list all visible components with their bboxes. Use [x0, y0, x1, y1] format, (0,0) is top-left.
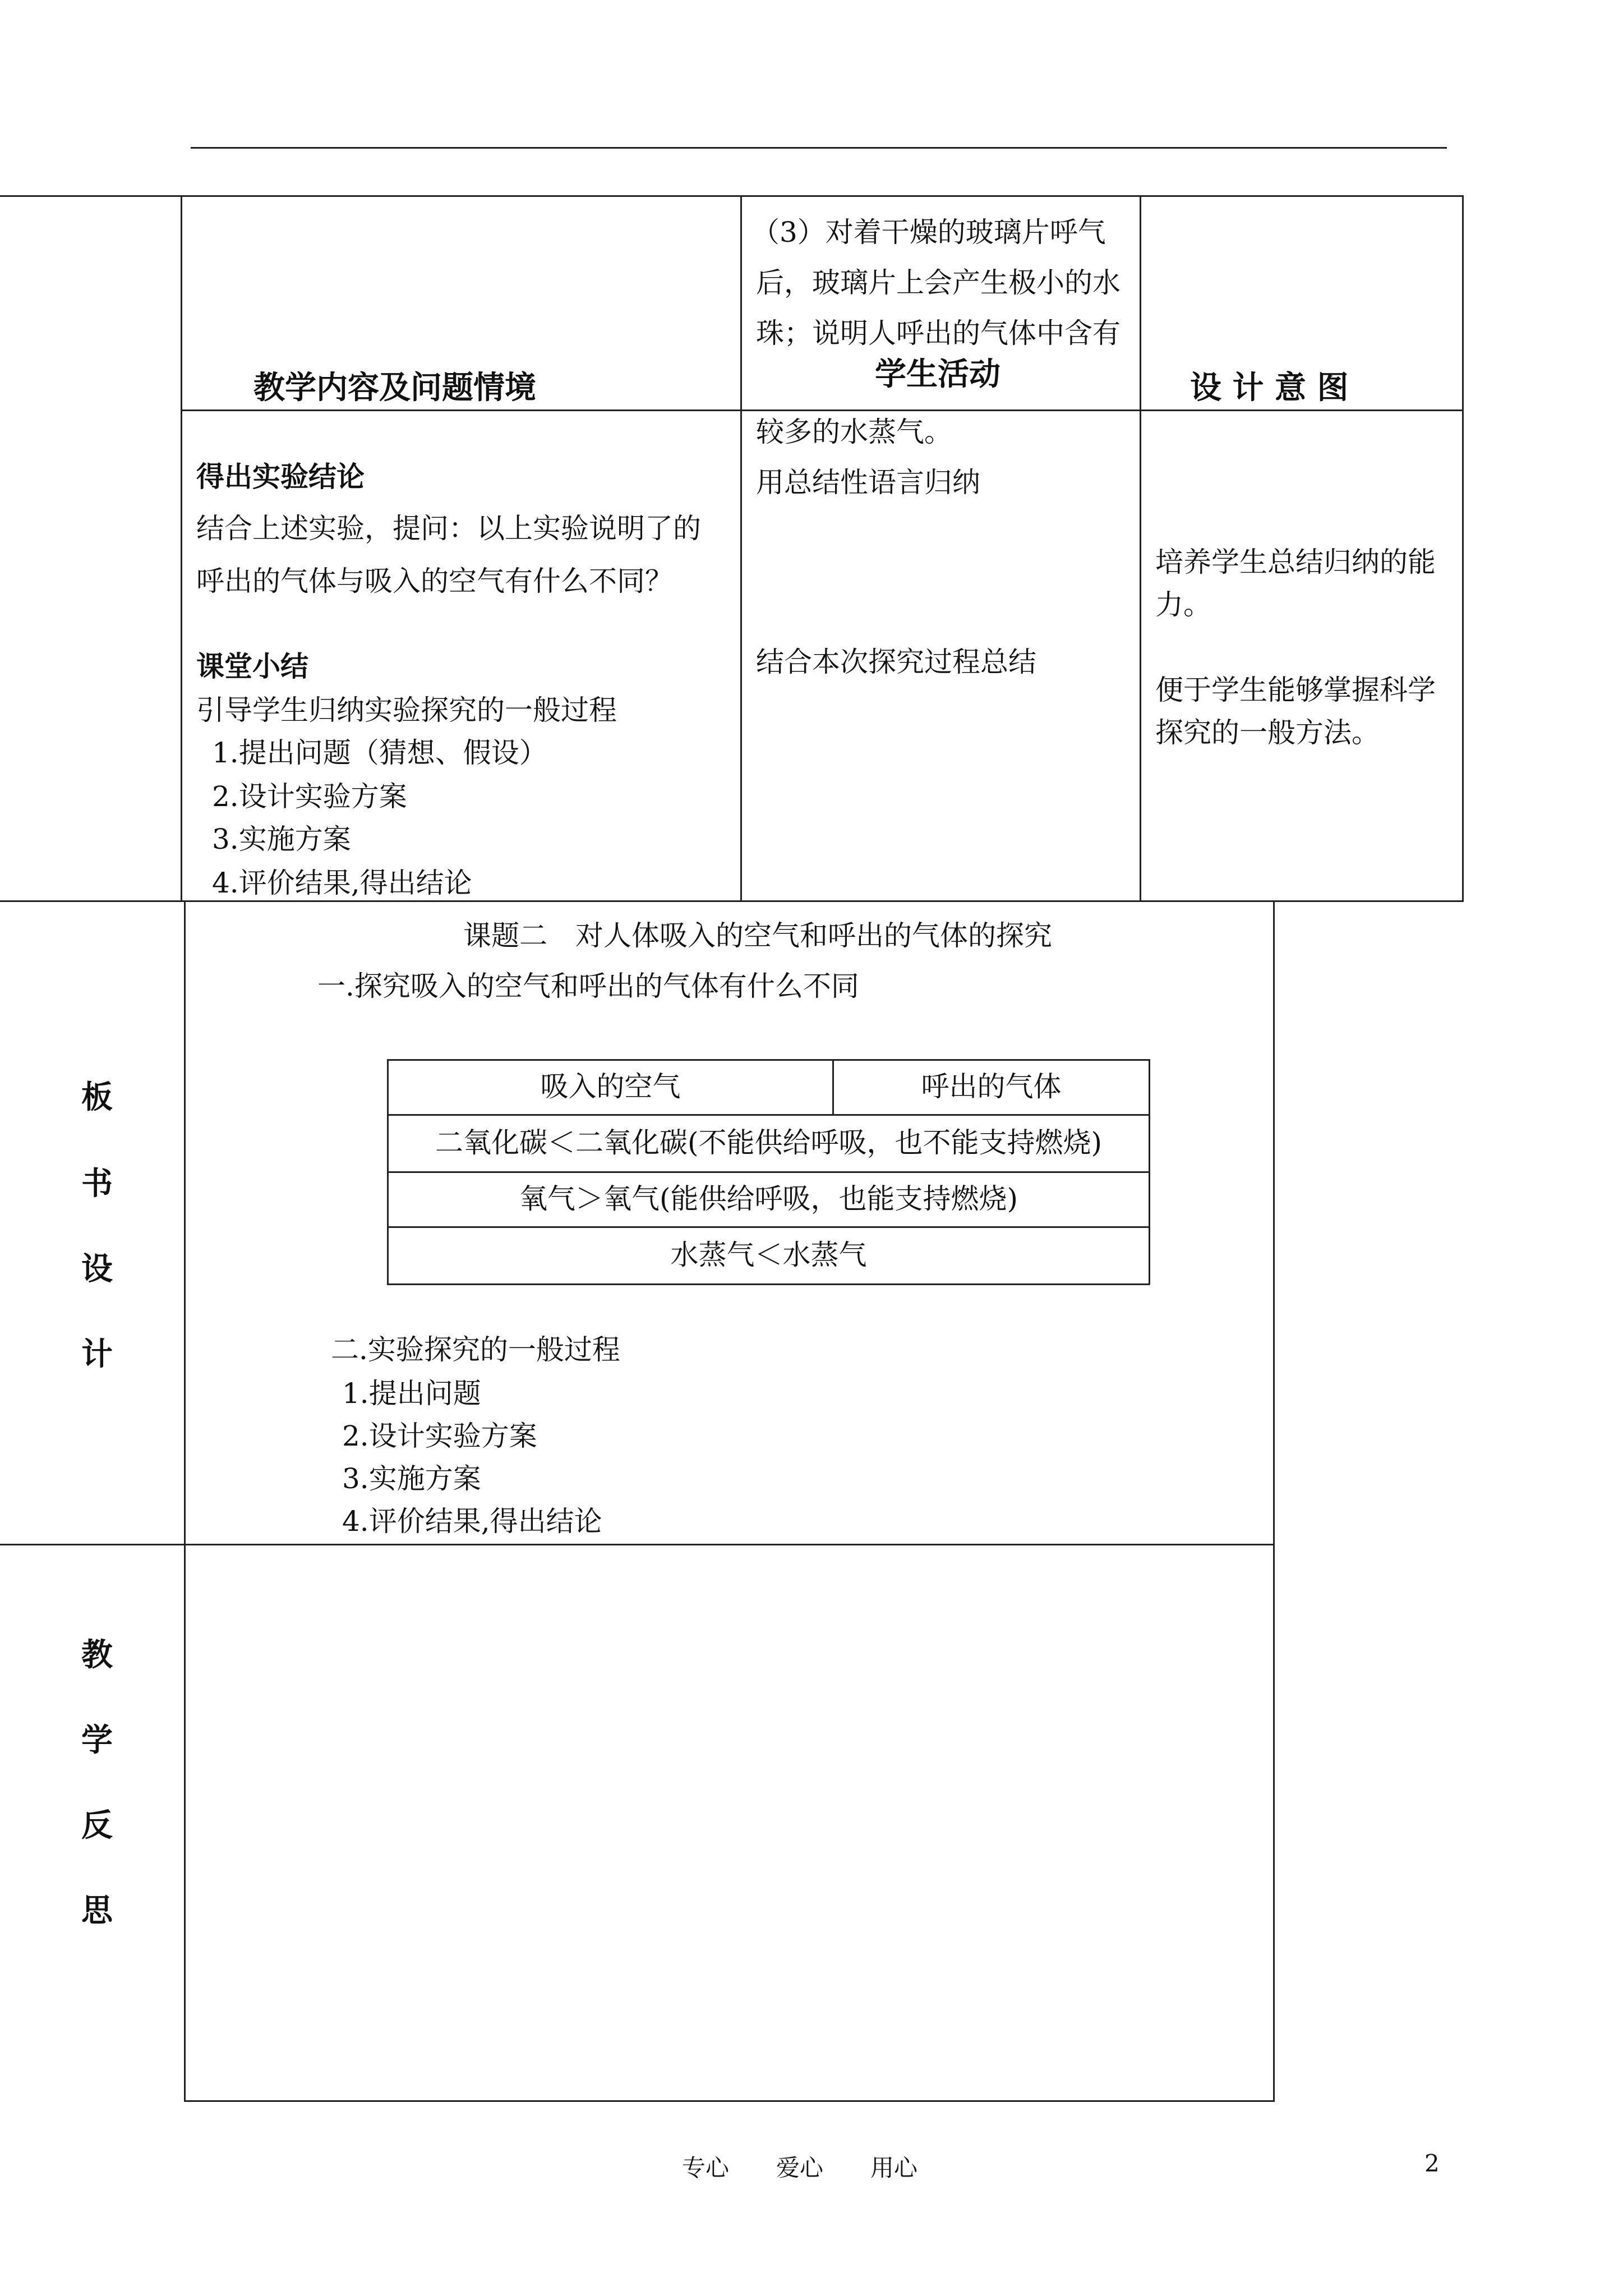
activity-note-line-3: 珠；说明人呼出的气体中含有: [756, 317, 1121, 349]
summary-step-3: 3.实施方案: [212, 823, 351, 855]
comparison-header-exhaled: 呼出的气体: [921, 1070, 1062, 1103]
summary-step-4: 4.评价结果,得出结论: [212, 867, 472, 899]
activity-note-line-1: （3）对着干燥的玻璃片呼气: [751, 216, 1106, 249]
header-student-activity: 学生活动: [875, 356, 1000, 393]
reflection-label-3: 反: [81, 1807, 113, 1844]
board-design-label-4: 计: [81, 1336, 113, 1373]
footer-motto: 专心 爱心 用心: [682, 2154, 918, 2182]
board-step-4: 4.评价结果,得出结论: [342, 1505, 602, 1538]
conclusion-question-line-1: 结合上述实验，提问：以上实验说明了的: [196, 512, 701, 545]
activity-note-line-2: 后，玻璃片上会产生极小的水: [756, 266, 1121, 299]
board-step-1: 1.提出问题: [342, 1377, 481, 1410]
intent-line-4: 探究的一般方法。: [1155, 716, 1380, 749]
header-rule: [191, 147, 1447, 149]
intent-line-1: 培养学生总结归纳的能: [1155, 546, 1436, 578]
intent-line-3: 便于学生能够掌握科学: [1155, 674, 1436, 706]
board-design-label-1: 板: [81, 1079, 113, 1116]
header-design-intent: 设 计 意 图: [1190, 370, 1349, 406]
activity-line-2: 用总结性语言归纳: [756, 466, 980, 499]
reflection-label-4: 思: [81, 1893, 113, 1929]
board-design-label-2: 书: [81, 1166, 113, 1202]
board-section-2: 二.实验探究的一般过程: [331, 1333, 620, 1366]
header-teaching-content: 教学内容及问题情境: [253, 370, 536, 406]
board-step-3: 3.实施方案: [342, 1462, 481, 1495]
reflection-label-1: 教: [81, 1637, 113, 1673]
comparison-row-water-vapor: 水蒸气＜水蒸气: [670, 1239, 867, 1271]
page-number: 2: [1424, 2150, 1440, 2177]
comparison-row-oxygen: 氧气＞氧气(能供给呼吸，也能支持燃烧): [519, 1182, 1018, 1215]
comparison-header-inhaled: 吸入的空气: [540, 1070, 681, 1103]
summary-step-1: 1.提出问题（猜想、假设）: [212, 737, 547, 769]
conclusion-title: 得出实验结论: [196, 461, 365, 493]
reflection-label-2: 学: [81, 1722, 113, 1759]
conclusion-question-line-2: 呼出的气体与吸入的空气有什么不同？: [196, 565, 673, 597]
board-section-1: 一.探究吸入的空气和呼出的气体有什么不同: [317, 970, 859, 1002]
intent-line-2: 力。: [1155, 588, 1211, 621]
comparison-row-co2: 二氧化碳＜二氧化碳(不能供给呼吸，也不能支持燃烧): [435, 1126, 1102, 1159]
activity-line-3: 结合本次探究过程总结: [756, 646, 1036, 678]
summary-title: 课堂小结: [196, 650, 308, 683]
summary-step-2: 2.设计实验方案: [212, 780, 407, 813]
activity-line-1: 较多的水蒸气。: [756, 416, 952, 448]
summary-intro: 引导学生归纳实验探究的一般过程: [196, 694, 617, 726]
board-design-label-3: 设: [81, 1251, 113, 1287]
board-title: 课题二 对人体吸入的空气和呼出的气体的探究: [463, 919, 1052, 952]
board-step-2: 2.设计实验方案: [342, 1420, 537, 1452]
